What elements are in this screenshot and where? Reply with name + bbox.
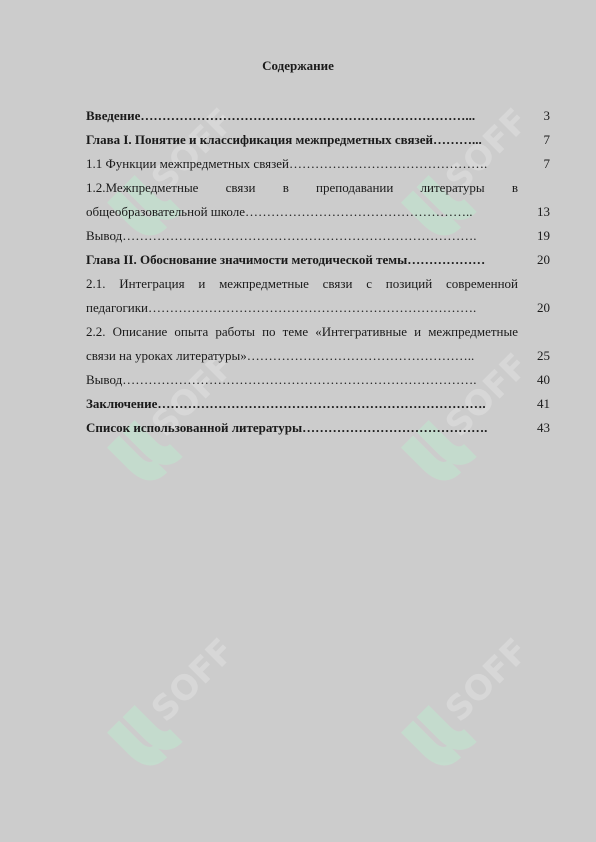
svg-text:SOFF: SOFF <box>437 100 532 200</box>
toc-entry-title: Введение…………………………………………………………………... <box>86 108 476 123</box>
table-of-contents <box>86 104 550 440</box>
toc-entry <box>86 104 550 128</box>
toc-entry-text <box>86 128 518 152</box>
toc-page-number: 3 <box>543 108 550 123</box>
svg-text:SOFF: SOFF <box>143 630 238 730</box>
svg-text:SOFF: SOFF <box>437 630 532 730</box>
toc-entry-title-continued: связи на уроках литературы»…………………………………………….. <box>86 348 475 363</box>
svg-text:SOFF: SOFF <box>143 100 238 200</box>
toc-entry <box>86 248 550 272</box>
toc-entry <box>86 368 550 392</box>
toc-entry-title: 2.2. Описание опыта работы по теме «Интегративные и межпредметные <box>86 324 518 339</box>
toc-page-number: 7 <box>543 156 550 171</box>
toc-entry-text <box>86 104 518 128</box>
watermark-logo <box>362 630 532 800</box>
toc-entry-title-continued: общеобразовательной школе…………………………………………….. <box>86 204 473 219</box>
toc-entry-text <box>86 176 518 224</box>
toc-entry-text <box>86 392 518 416</box>
toc-entry-text <box>86 320 518 368</box>
toc-entry-title: Вывод………………………………………………………………………. <box>86 372 477 387</box>
svg-text:SOFF: SOFF <box>143 345 238 445</box>
toc-entry <box>86 128 550 152</box>
toc-entry <box>86 416 550 440</box>
toc-page-number: 19 <box>537 228 550 243</box>
toc-page-number: 25 <box>537 348 550 363</box>
toc-page-number: 20 <box>537 252 550 267</box>
page-title: Содержание <box>262 58 334 73</box>
toc-entry-title: Список использованной литературы……………………………………. <box>86 420 488 435</box>
toc-entry-title: Глава I. Понятие и классификация межпредметных связей………... <box>86 132 482 147</box>
toc-entry-text <box>86 224 518 248</box>
toc-entry <box>86 320 550 368</box>
toc-entry <box>86 176 550 224</box>
toc-page-number: 7 <box>543 132 550 147</box>
toc-page-number: 41 <box>537 396 550 411</box>
toc-entry-title: 1.2.Межпредметные связи в преподавании литературы в <box>86 180 518 195</box>
toc-entry-title: Глава II. Обоснование значимости методической темы……………… <box>86 252 486 267</box>
toc-page-number: 40 <box>537 372 550 387</box>
toc-entry <box>86 272 550 320</box>
toc-page-number: 20 <box>537 300 550 315</box>
toc-entry-title: 2.1. Интеграция и межпредметные связи с позиций современной <box>86 276 518 291</box>
toc-entry-title: Вывод………………………………………………………………………. <box>86 228 477 243</box>
toc-entry-title-continued: педагогики…………………………………………………………………. <box>86 300 477 315</box>
toc-entry-text <box>86 368 518 392</box>
toc-page-number: 43 <box>537 420 550 435</box>
toc-entry <box>86 392 550 416</box>
toc-entry-title: 1.1 Функции межпредметных связей………………………………………. <box>86 156 488 171</box>
toc-entry <box>86 224 550 248</box>
toc-entry-text <box>86 248 518 272</box>
toc-entry-text <box>86 272 518 320</box>
toc-page-number: 13 <box>537 204 550 219</box>
toc-entry <box>86 152 550 176</box>
toc-entry-title: Заключение…………………………………………………………………. <box>86 396 486 411</box>
toc-entry-text <box>86 152 518 176</box>
toc-entry-text <box>86 416 518 440</box>
svg-text:SOFF: SOFF <box>437 345 532 445</box>
watermark-logo <box>68 630 238 800</box>
